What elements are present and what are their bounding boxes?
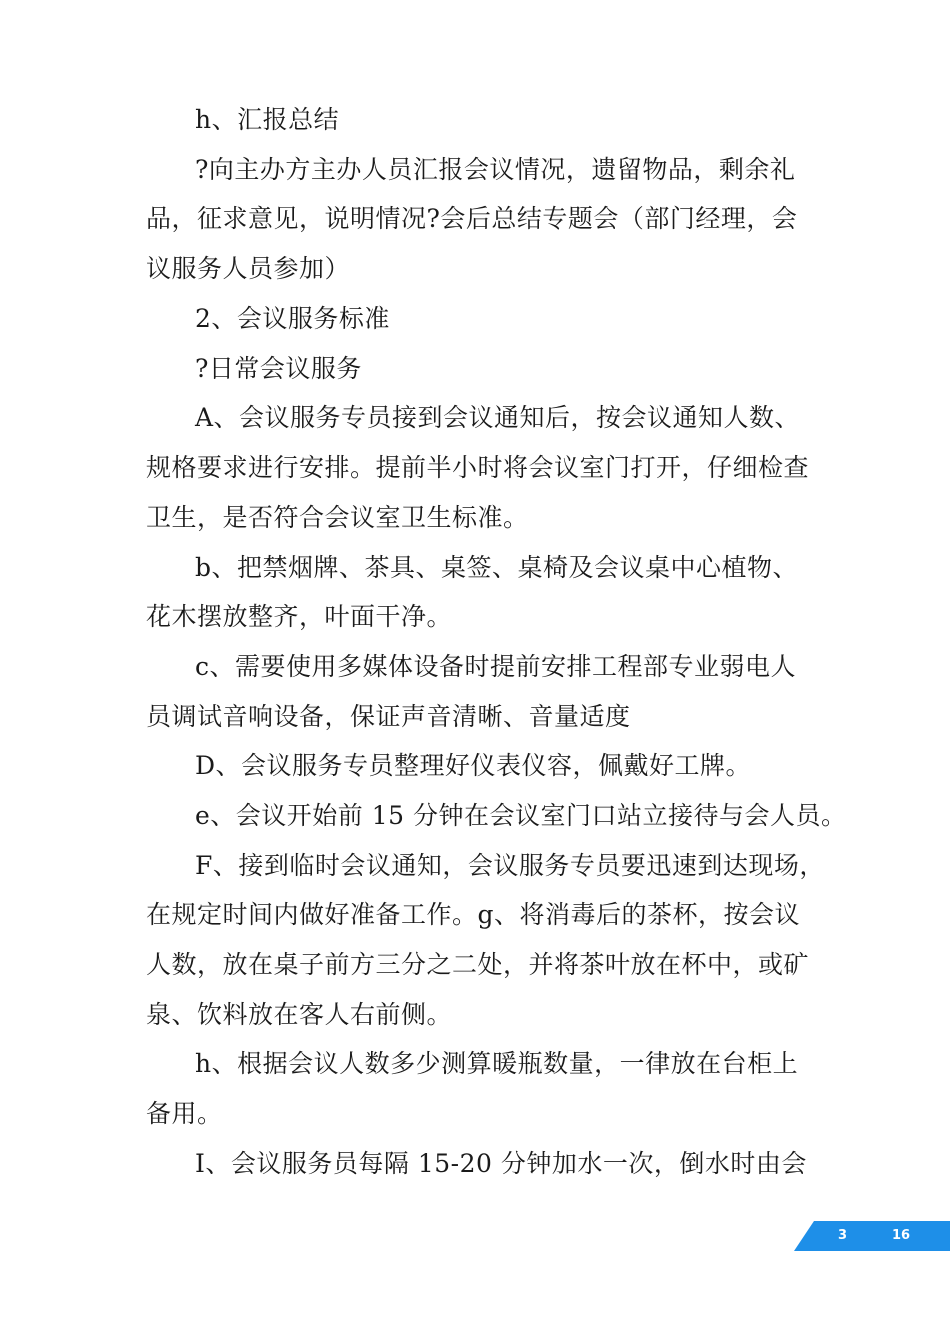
text-line: 议服务人员参加） [146, 254, 351, 283]
text-line: ?向主办方主办人员汇报会议情况，遗留物品，剩余礼 [195, 155, 796, 184]
text-line: 备用。 [146, 1099, 223, 1128]
text-line: b、把禁烟牌、茶具、桌签、桌椅及会议桌中心植物、 [195, 553, 799, 582]
text-line: 花木摆放整齐，叶面干净。 [146, 602, 453, 631]
section-heading: 2、会议服务标准 [195, 304, 390, 333]
page-footer-band [794, 1221, 950, 1251]
text-line: h、汇报总结 [195, 105, 340, 134]
text-line: 卫生，是否符合会议室卫生标准。 [146, 503, 529, 532]
text-line: D、会议服务专员整理好仪表仪容，佩戴好工牌。 [195, 751, 752, 780]
text-line: I、会议服务员每隔 15-20 分钟加水一次，倒水时由会 [195, 1149, 807, 1178]
text-line: 泉、饮料放在客人右前侧。 [146, 1000, 453, 1029]
text-line: e、会议开始前 15 分钟在会议室门口站立接待与会人员。 [195, 801, 847, 830]
text-line: 人数，放在桌子前方三分之二处，并将茶叶放在杯中，或矿 [146, 950, 810, 979]
text-line: F、接到临时会议通知，会议服务专员要迅速到达现场， [195, 851, 825, 880]
text-line: 品，征求意见，说明情况?会后总结专题会（部门经理，会 [146, 204, 798, 233]
page-number-current: 3 [838, 1228, 848, 1243]
text-line: h、根据会议人数多少测算暖瓶数量，一律放在台柜上 [195, 1049, 799, 1078]
text-line: c、需要使用多媒体设备时提前安排工程部专业弱电人 [195, 652, 797, 681]
text-line: 员调试音响设备，保证声音清晰、音量适度 [146, 702, 631, 731]
text-line: 在规定时间内做好准备工作。g、将消毒后的茶杯，按会议 [146, 900, 801, 929]
page-number-total: 16 [892, 1228, 911, 1243]
text-line: 规格要求进行安排。提前半小时将会议室门打开，仔细检查 [146, 453, 810, 482]
text-line: ?日常会议服务 [195, 354, 362, 383]
text-line: A、会议服务专员接到会议通知后，按会议通知人数、 [195, 403, 801, 432]
